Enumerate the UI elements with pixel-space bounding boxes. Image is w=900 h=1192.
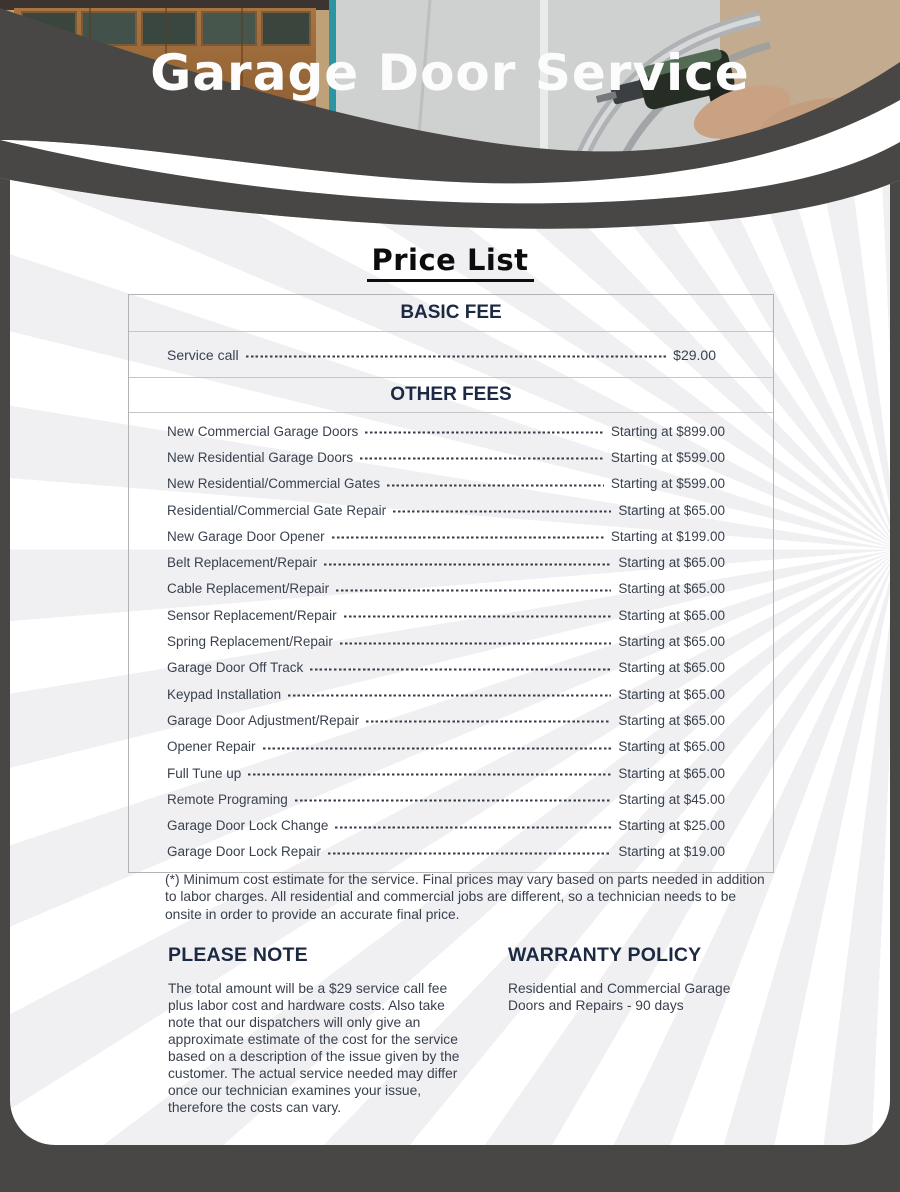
- item-label: Opener Repair: [167, 739, 256, 755]
- price-list-title: Price List: [367, 243, 534, 282]
- warranty-section: [508, 944, 758, 1014]
- price-row: [129, 444, 773, 470]
- item-label: Sensor Replacement/Repair: [167, 607, 337, 623]
- price-row: [129, 576, 773, 602]
- price-row: [129, 418, 773, 444]
- price-list-title-wrap: [0, 243, 900, 282]
- item-price: $29.00: [673, 346, 716, 363]
- price-row: [129, 681, 773, 707]
- price-row: [129, 655, 773, 681]
- price-row: [129, 707, 773, 733]
- price-row: [129, 786, 773, 812]
- item-price: Starting at $65.00: [618, 502, 725, 518]
- header-banner: [0, 0, 900, 260]
- item-label: Remote Programing: [167, 791, 288, 807]
- price-row: [129, 839, 773, 865]
- item-price: Starting at $45.00: [618, 791, 725, 807]
- item-price: Starting at $65.00: [618, 607, 725, 623]
- leader-dashes: [295, 800, 612, 802]
- leader-dashes: [336, 589, 611, 591]
- item-price: Starting at $65.00: [618, 555, 725, 571]
- leader-dashes: [335, 826, 611, 828]
- please-note-body: The total amount will be a $29 service call fee plus labor cost and hardware costs. Also take note that our dispatchers will only give an approximate estimate of the cost for the service based on a description of the issue given by the customer. The actual service needed may differ once our technician examines your issue, therefore the costs can vary.: [168, 981, 460, 1115]
- price-row: [129, 734, 773, 760]
- item-price: Starting at $65.00: [618, 739, 725, 755]
- item-label: New Commercial Garage Doors: [167, 423, 359, 439]
- item-price: Starting at $65.00: [618, 765, 725, 781]
- item-label: Belt Replacement/Repair: [167, 555, 318, 571]
- item-price: Starting at $65.00: [618, 660, 725, 676]
- item-label: New Residential Garage Doors: [167, 449, 354, 465]
- page-title: Garage Door Service: [150, 44, 750, 102]
- item-label: New Garage Door Opener: [167, 528, 325, 544]
- please-note-heading: PLEASE NOTE: [168, 944, 308, 966]
- item-price: Starting at $19.00: [618, 844, 725, 860]
- item-label: Garage Door Lock Repair: [167, 844, 321, 860]
- item-price: Starting at $65.00: [618, 634, 725, 650]
- leader-dashes: [340, 642, 612, 644]
- price-row: [129, 471, 773, 497]
- leader-dashes: [365, 432, 604, 434]
- price-row: [129, 332, 773, 377]
- leader-dashes: [324, 563, 611, 565]
- leader-dashes: [360, 458, 604, 460]
- price-row: [129, 812, 773, 838]
- item-price: Starting at $65.00: [618, 712, 725, 728]
- item-price: Starting at $599.00: [610, 476, 725, 492]
- leader-dashes: [310, 668, 611, 670]
- item-price: Starting at $199.00: [610, 528, 725, 544]
- leader-dashes: [288, 695, 611, 697]
- warranty-heading: WARRANTY POLICY: [508, 944, 702, 966]
- item-label: New Residential/Commercial Gates: [167, 476, 381, 492]
- leader-dashes: [263, 747, 612, 749]
- item-price: Starting at $899.00: [610, 423, 725, 439]
- leader-dashes: [344, 616, 612, 618]
- price-table: [128, 294, 774, 873]
- leader-dashes: [328, 852, 612, 854]
- item-label: Service call: [167, 346, 239, 363]
- warranty-body: Residential and Commercial Garage Doors and Repairs - 90 days: [508, 981, 731, 1013]
- item-label: Garage Door Lock Change: [167, 818, 329, 834]
- item-label: Keypad Installation: [167, 686, 282, 702]
- leader-dashes: [248, 774, 611, 776]
- price-row: [129, 628, 773, 654]
- item-label: Full Tune up: [167, 765, 242, 781]
- section-heading: BASIC FEE: [129, 295, 773, 332]
- section-items: [129, 332, 773, 378]
- item-price: Starting at $599.00: [610, 449, 725, 465]
- item-price: Starting at $65.00: [618, 686, 725, 702]
- leader-dashes: [387, 484, 604, 486]
- leader-dashes: [332, 537, 604, 539]
- item-label: Residential/Commercial Gate Repair: [167, 502, 387, 518]
- price-row: [129, 760, 773, 786]
- item-label: Garage Door Off Track: [167, 660, 304, 676]
- price-row: [129, 523, 773, 549]
- footnote: (*) Minimum cost estimate for the service. Final prices may vary based on parts needed in addition to labor charges. All residential and commercial jobs are different, so a technician needs to be onsite in order to provide an accurate final price.: [165, 872, 765, 922]
- price-row: [129, 497, 773, 523]
- price-row: [129, 549, 773, 575]
- item-label: Garage Door Adjustment/Repair: [167, 712, 360, 728]
- leader-dashes: [393, 511, 611, 513]
- item-price: Starting at $65.00: [618, 581, 725, 597]
- please-note-section: [168, 944, 468, 1116]
- item-price: Starting at $25.00: [618, 818, 725, 834]
- price-row: [129, 602, 773, 628]
- leader-dashes: [366, 721, 611, 723]
- item-label: Cable Replacement/Repair: [167, 581, 330, 597]
- leader-dashes: [246, 355, 667, 357]
- section-heading: OTHER FEES: [129, 378, 773, 413]
- section-items: [129, 413, 773, 872]
- item-label: Spring Replacement/Repair: [167, 634, 333, 650]
